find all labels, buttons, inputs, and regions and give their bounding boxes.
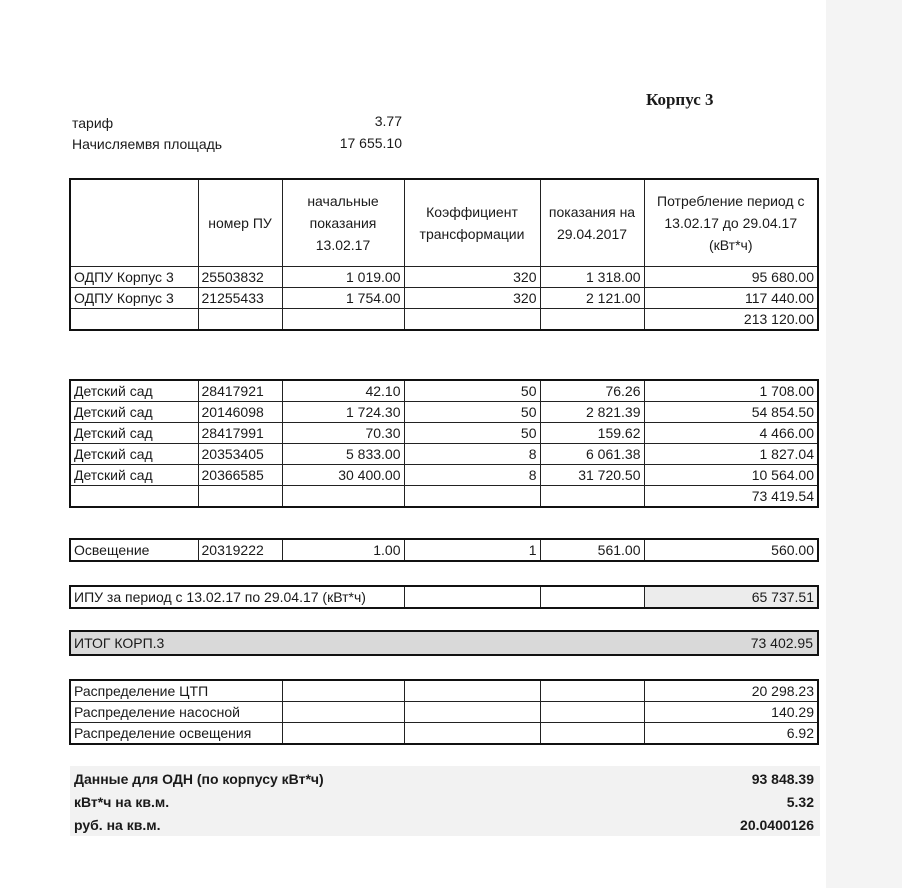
kindergarten-total: 73 419.54 [644,486,818,508]
page-title: Корпус 3 [646,90,714,109]
cell-end: 31 720.50 [540,465,644,486]
total-row [70,309,818,331]
table-row [70,423,818,444]
cell-coef: 50 [404,402,540,423]
table-header-row [70,179,818,267]
cell-consumption: 95 680.00 [644,267,818,288]
area-label: Начисляемвя площадь [72,136,223,152]
header-coef: Коэффициент трансформации [404,179,540,267]
cell-value: 140.29 [644,702,818,723]
total-row [70,486,818,508]
cell-meter: 20353405 [198,444,282,465]
cell-consumption: 54 854.50 [644,402,818,423]
cell-start: 70.30 [282,423,404,444]
table-row [70,680,818,702]
lighting-table [69,538,819,562]
distribution-table [69,679,819,745]
cell-end: 159.62 [540,423,644,444]
cell-meter: 20366585 [198,465,282,486]
cell-coef: 8 [404,444,540,465]
cell-name: Детский сад [70,402,198,423]
cell-end: 2 821.39 [540,402,644,423]
summary-value: 20.0400126 [740,817,814,833]
header-end: показания на 29.04.2017 [540,179,644,267]
cell-meter: 28417991 [198,423,282,444]
table-row [70,539,818,561]
cell-value: 20 298.23 [644,680,818,702]
table-row [70,465,818,486]
cell-start: 1.00 [282,539,404,561]
cell-end: 1 318.00 [540,267,644,288]
cell-end: 6 061.38 [540,444,644,465]
cell-name: ОДПУ Корпус 3 [70,288,198,309]
table-row [70,586,818,608]
page-edge-shade [826,0,902,888]
header-start: начальные показания 13.02.17 [282,179,404,267]
summary-label: кВт*ч на кв.м. [74,794,170,810]
cell-coef: 320 [404,288,540,309]
cell-name: Детский сад [70,444,198,465]
cell-end: 76.26 [540,380,644,402]
area-value: 17 655.10 [339,135,402,151]
table-row [70,267,818,288]
tariff-value: 3.77 [374,113,402,129]
cell-meter: 20146098 [198,402,282,423]
cell-name: Детский сад [70,380,198,402]
table-row [70,444,818,465]
cell-end: 2 121.00 [540,288,644,309]
cell-name: Детский сад [70,465,198,486]
table-row [70,402,818,423]
ipu-value: 65 737.51 [644,586,818,608]
cell-consumption: 560.00 [644,539,818,561]
table-row [70,702,818,723]
header-meter: номер ПУ [198,179,282,267]
cell-meter: 20319222 [198,539,282,561]
cell-end: 561.00 [540,539,644,561]
cell-start: 30 400.00 [282,465,404,486]
cell-coef: 8 [404,465,540,486]
cell-name: Освещение [70,539,198,561]
kindergarten-table [69,379,819,508]
odpu-table [69,178,819,331]
cell-consumption: 10 564.00 [644,465,818,486]
table-row [70,723,818,745]
cell-consumption: 117 440.00 [644,288,818,309]
cell-start: 5 833.00 [282,444,404,465]
tariff-label: тариф [72,115,114,131]
odpu-total: 213 120.00 [644,309,818,331]
cell-coef: 320 [404,267,540,288]
ipu-label: ИПУ за период с 13.02.17 по 29.04.17 (кВт*ч) [70,586,404,608]
ipu-table [69,585,819,609]
itog-table [69,630,819,656]
cell-consumption: 4 466.00 [644,423,818,444]
cell-coef: 50 [404,423,540,444]
cell-name: ОДПУ Корпус 3 [70,267,198,288]
header-name [70,179,198,267]
cell-start: 1 724.30 [282,402,404,423]
cell-name: Распределение ЦТП [70,680,282,702]
cell-consumption: 1 708.00 [644,380,818,402]
summary-label: руб. на кв.м. [74,817,161,833]
cell-meter: 25503832 [198,267,282,288]
cell-name: Распределение освещения [70,723,282,745]
cell-consumption: 1 827.04 [644,444,818,465]
summary-label: Данные для ОДН (по корпусу кВт*ч) [74,771,324,787]
cell-start: 42.10 [282,380,404,402]
itog-label: ИТОГ КОРП.3 [74,635,165,651]
summary-value: 93 848.39 [751,771,814,787]
itog-value: 73 402.95 [750,635,813,651]
cell-name: Детский сад [70,423,198,444]
table-row [70,288,818,309]
header-consumption: Потребление период с 13.02.17 до 29.04.17 (кВт*ч) [644,179,818,267]
cell-value: 6.92 [644,723,818,745]
table-row [70,631,818,655]
cell-meter: 21255433 [198,288,282,309]
summary-value: 5.32 [786,794,814,810]
cell-start: 1 019.00 [282,267,404,288]
cell-coef: 50 [404,380,540,402]
cell-meter: 28417921 [198,380,282,402]
cell-coef: 1 [404,539,540,561]
cell-name: Распределение насосной [70,702,282,723]
cell-start: 1 754.00 [282,288,404,309]
table-row [70,380,818,402]
